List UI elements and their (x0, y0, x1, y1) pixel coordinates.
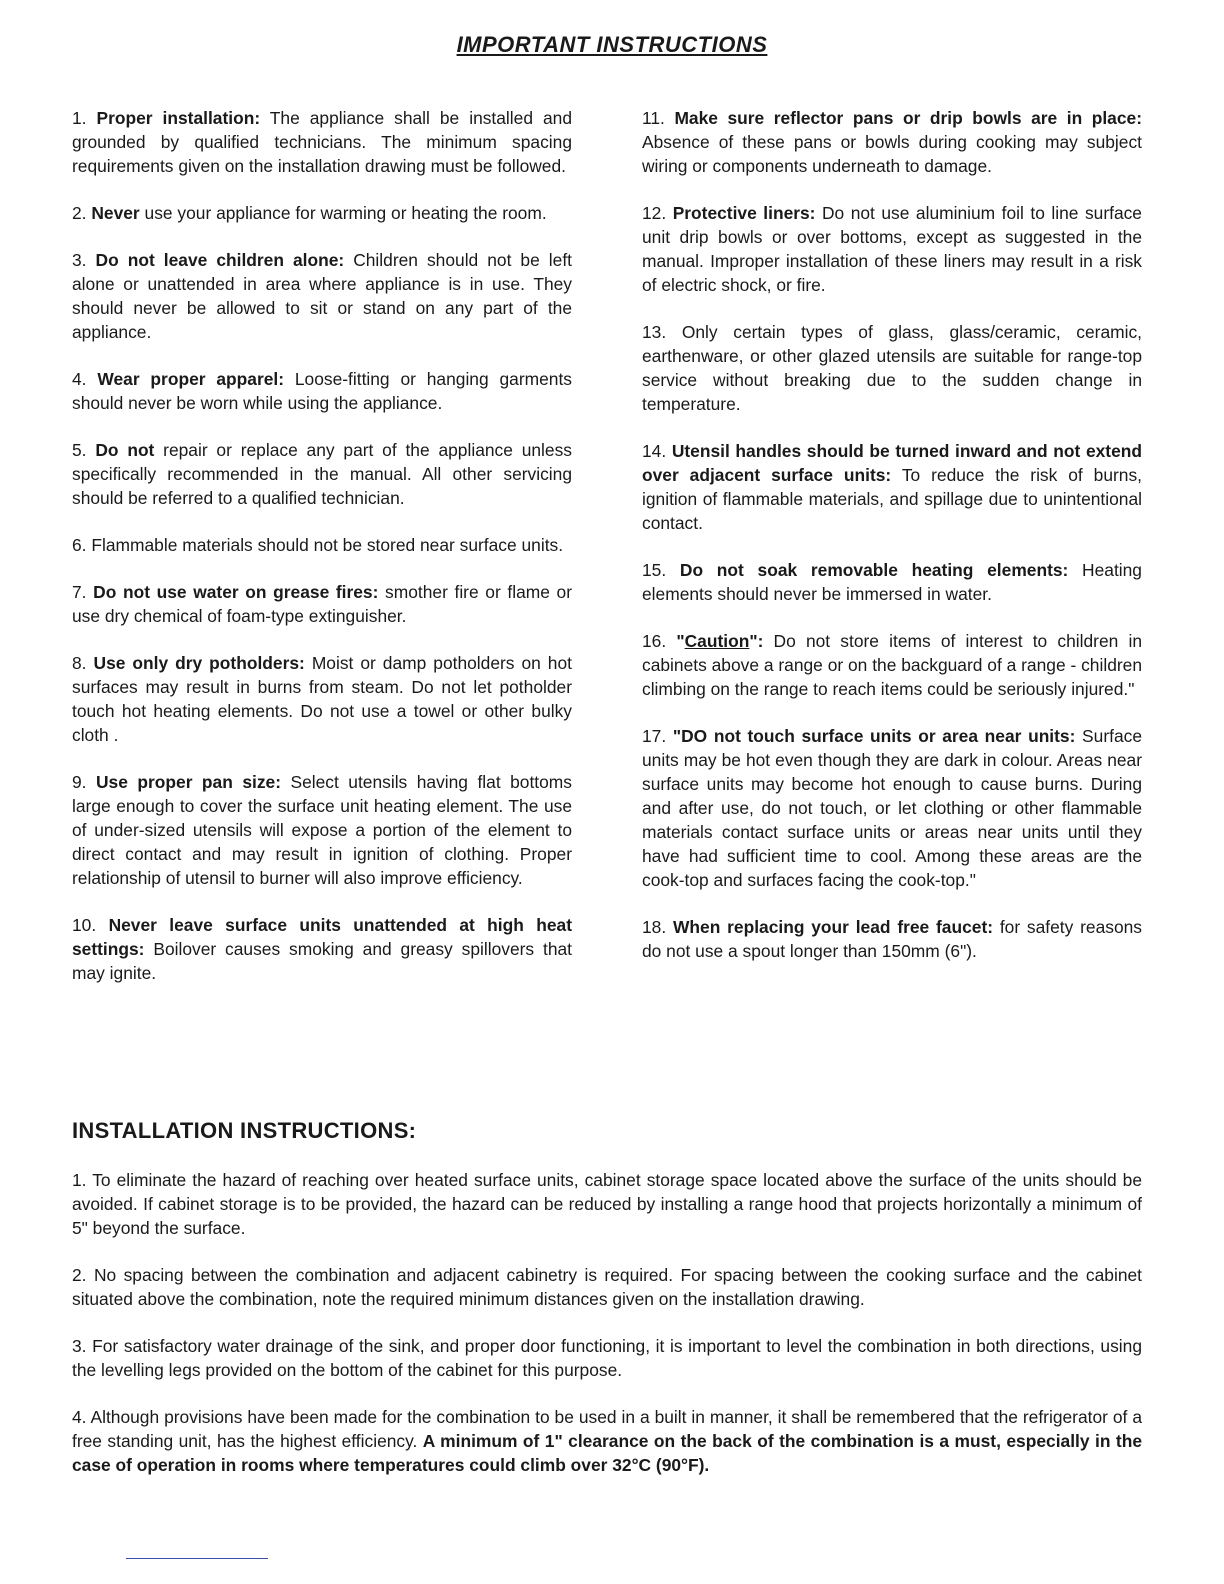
item-number: 7. (72, 582, 87, 602)
item-number: 2. (72, 1265, 87, 1285)
item-heading: Make sure reflector pans or drip bowls are in place: (674, 108, 1142, 128)
item-emphasis: A minimum of 1" clearance on the back of the combination is a must, especially in the case of operation in rooms where temperatures could climb over 32°C (90°F). (72, 1431, 1142, 1475)
item-number: 3. (72, 1336, 87, 1356)
item-number: 5. (72, 440, 87, 460)
instruction-item-15 (642, 558, 1142, 606)
item-text: Surface units may be hot even though they are dark in colour. Areas near surface units may become hot enough to cause burns. During and after use, do not touch, or let clothing or other flammable materials contact surface units or areas near units until they have had sufficient time to cool. Among these areas are the cook-top and surfaces facing the cook-top." (642, 726, 1142, 890)
item-text: The appliance shall be installed and grounded by qualified technicians. The minimum spacing requirements given on the installation drawing must be followed. (72, 108, 572, 176)
instruction-item-12 (642, 201, 1142, 297)
item-heading: Utensil handles should be turned inward and not extend over adjacent surface units: (642, 441, 1142, 485)
item-heading: Never leave surface units unattended at high heat settings: (72, 915, 572, 959)
item-text: Only certain types of glass, glass/ceramic, ceramic, earthenware, or other glazed utensils are suitable for range-top service without breaking due to the sudden change in temperature. (642, 322, 1142, 414)
instruction-item-16 (642, 629, 1142, 701)
item-heading-quote: " (676, 631, 685, 651)
item-heading: Do not (95, 440, 155, 460)
item-number: 15. (642, 560, 667, 580)
item-heading: Do not soak removable heating elements: (679, 560, 1069, 580)
item-number: 4. (72, 369, 87, 389)
item-number: 6. (72, 535, 87, 555)
instruction-item-18 (642, 915, 1142, 963)
item-number: 11. (642, 108, 665, 128)
instruction-item-11 (642, 106, 1142, 178)
item-text: For satisfactory water drainage of the sink, and proper door functioning, it is important to level the combination in both directions, using the levelling legs provided on the bottom of the cabinet for this purpose. (72, 1336, 1142, 1380)
item-text: use your appliance for warming or heating the room. (139, 203, 547, 223)
item-number: 4. (72, 1407, 87, 1427)
item-text: No spacing between the combination and adjacent cabinetry is required. For spacing between the cooking surface and the cabinet situated above the combination, note the required minimum distances given on the installation drawing. (72, 1265, 1142, 1309)
item-number: 2. (72, 203, 87, 223)
item-text: Boilover causes smoking and greasy spillovers that may ignite. (72, 939, 572, 983)
footer-rule (126, 1558, 268, 1559)
instruction-item-9 (72, 770, 572, 890)
item-heading: Protective liners: (672, 203, 816, 223)
caution-label: Caution (684, 631, 750, 651)
instruction-item-13 (642, 320, 1142, 416)
item-number: 3. (72, 250, 87, 270)
item-text: Absence of these pans or bowls during cooking may subject wiring or components underneath to damage. (642, 132, 1142, 176)
installation-list (72, 1168, 1142, 1500)
instruction-item-8 (72, 651, 572, 747)
item-heading: Do not leave children alone: (95, 250, 345, 270)
instruction-item-17 (642, 724, 1142, 892)
item-text: To reduce the risk of burns, ignition of flammable materials, and spillage due to unintentional contact. (642, 465, 1142, 533)
page-title: IMPORTANT INSTRUCTIONS (456, 32, 768, 57)
item-number: 14. (642, 441, 667, 461)
item-heading: Use only dry potholders: (93, 653, 305, 673)
instruction-item-1 (72, 106, 572, 178)
instruction-item-4 (72, 367, 572, 415)
item-heading: ": (749, 631, 764, 651)
installation-item-3 (72, 1334, 1142, 1382)
item-text: Do not store items of interest to children in cabinets above a range or on the backguard of a range - children climbing on the range to reach items could be seriously injured." (642, 631, 1142, 699)
item-number: 17. (642, 726, 667, 746)
instruction-item-5 (72, 438, 572, 510)
instruction-item-6 (72, 533, 572, 557)
item-number: 13. (642, 322, 667, 342)
instruction-item-7 (72, 580, 572, 628)
item-heading: Do not use water on grease fires: (93, 582, 379, 602)
instruction-item-2 (72, 201, 572, 225)
item-text: Flammable materials should not be stored near surface units. (91, 535, 564, 555)
item-number: 18. (642, 917, 667, 937)
item-text: repair or replace any part of the appliance unless specifically recommended in the manual. All other servicing should be referred to a qualified technician. (72, 440, 572, 508)
item-number: 8. (72, 653, 87, 673)
item-heading: Never (91, 203, 140, 223)
item-heading: Use proper pan size: (96, 772, 281, 792)
item-text: smother fire or flame or use dry chemical of foam-type extinguisher. (72, 582, 572, 626)
item-heading: When replacing your lead free faucet: (673, 917, 994, 937)
instructions-left-column (72, 106, 572, 1008)
item-text: Children should not be left alone or unattended in area where appliance is in use. They should never be allowed to sit or stand on any part of the appliance. (72, 250, 572, 342)
item-text: Heating elements should never be immersed in water. (642, 560, 1142, 604)
item-number: 10. (72, 915, 97, 935)
item-number: 16. (642, 631, 667, 651)
item-heading: Wear proper apparel: (97, 369, 285, 389)
instructions-right-column (642, 106, 1142, 986)
item-number: 12. (642, 203, 667, 223)
item-number: 9. (72, 772, 87, 792)
installation-heading: INSTALLATION INSTRUCTIONS: (72, 1118, 417, 1143)
installation-item-2 (72, 1263, 1142, 1311)
installation-item-1 (72, 1168, 1142, 1240)
item-text: To eliminate the hazard of reaching over heated surface units, cabinet storage space located above the surface of the units should be avoided. If cabinet storage is to be provided, the hazard can be reduced by installing a range hood that projects horizontally a minimum of 5" beyond the surface. (72, 1170, 1142, 1238)
item-text: Loose-fitting or hanging garments should never be worn while using the appliance. (72, 369, 572, 413)
instruction-item-3 (72, 248, 572, 344)
instruction-item-10 (72, 913, 572, 985)
item-heading: "DO not touch surface units or area near units: (672, 726, 1076, 746)
installation-item-4 (72, 1405, 1142, 1477)
item-number: 1. (72, 108, 87, 128)
item-text: Although provisions have been made for the combination to be used in a built in manner, it shall be remembered that the refrigerator of a free standing unit, has the highest efficiency. (72, 1407, 1142, 1451)
instruction-item-14 (642, 439, 1142, 535)
item-text: for safety reasons do not use a spout longer than 150mm (6"). (642, 917, 1142, 961)
item-text: Moist or damp potholders on hot surfaces may result in burns from steam. Do not let potholder touch hot heating elements. Do not use a towel or other bulky cloth . (72, 653, 572, 745)
item-number: 1. (72, 1170, 87, 1190)
item-heading: Proper installation: (96, 108, 261, 128)
item-text: Do not use aluminium foil to line surface unit drip bowls or over bottoms, except as suggested in the manual. Improper installation of these liners may result in a risk of electric shock, or fire. (642, 203, 1142, 295)
item-text: Select utensils having flat bottoms large enough to cover the surface unit heating element. The use of under-sized utensils will expose a portion of the element to direct contact and may result in ignition of clothing. Proper relationship of utensil to burner will also improve efficiency. (72, 772, 572, 888)
